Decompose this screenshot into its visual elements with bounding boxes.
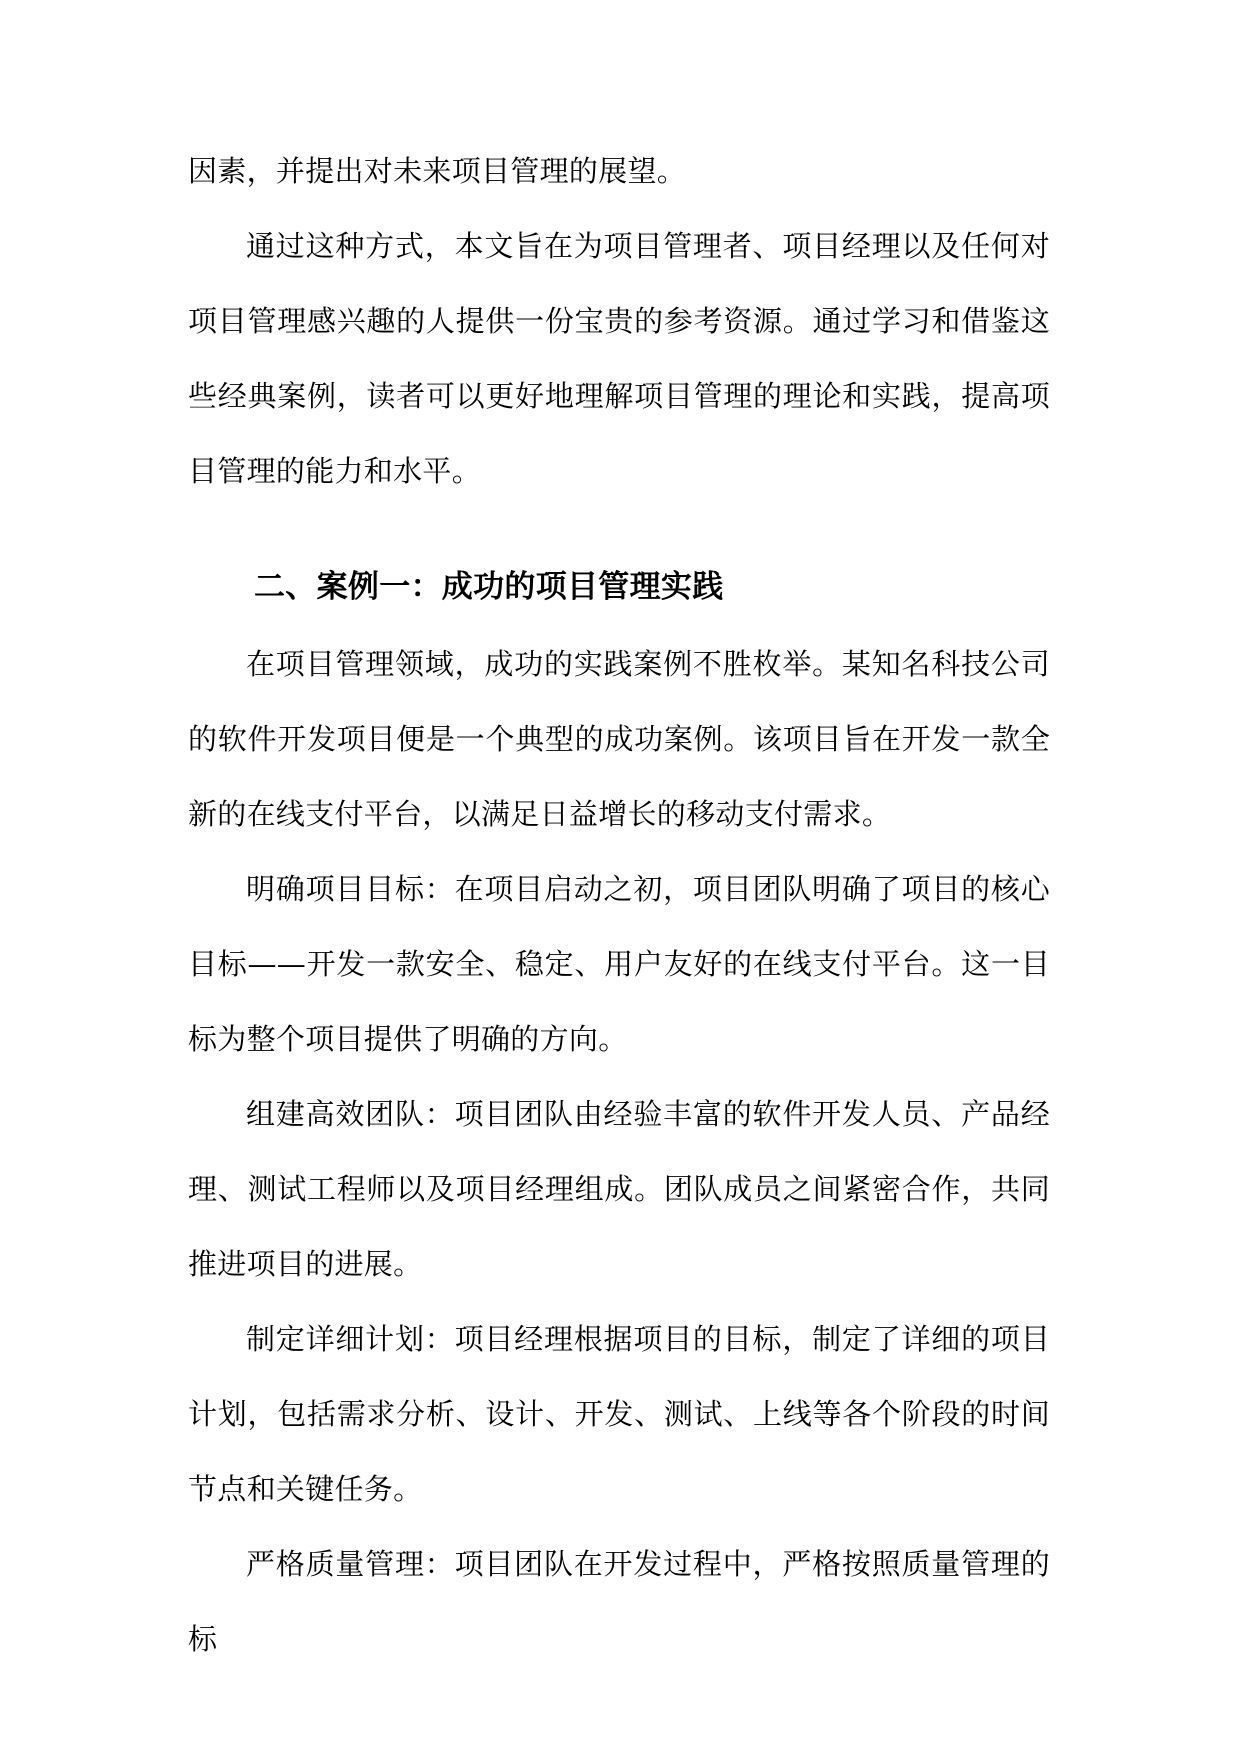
paragraph-continuation: 因素，并提出对未来项目管理的展望。 (188, 154, 687, 188)
document-page (188, 134, 1050, 1677)
paragraph-efficient-team: 组建高效团队：项目团队由经验丰富的软件开发人员、产品经理、测试工程师以及项目经理组成。团队成员之间紧密合作，共同推进项目的进展。 (188, 1097, 1050, 1281)
paragraph-case-intro: 在项目管理领域，成功的实践案例不胜枚举。某知名科技公司的软件开发项目便是一个典型的成功案例。该项目旨在开发一款全新的在线支付平台，以满足日益增长的移动支付需求。 (188, 647, 1050, 831)
section-heading: 二、案例一：成功的项目管理实践 (254, 569, 724, 605)
paragraph-purpose: 通过这种方式，本文旨在为项目管理者、项目经理以及任何对项目管理感兴趣的人提供一份宝贵的参考资源。通过学习和借鉴这些经典案例，读者可以更好地理解项目管理的理论和实践，提高项目管理的能力和水平。 (188, 229, 1050, 488)
paragraph-clear-goals: 明确项目目标：在项目启动之初，项目团队明确了项目的核心目标——开发一款安全、稳定、用户友好的在线支付平台。这一目标为整个项目提供了明确的方向。 (188, 872, 1050, 1056)
paragraph-detailed-plan: 制定详细计划：项目经理根据项目的目标，制定了详细的项目计划，包括需求分析、设计、开发、测试、上线等各个阶段的时间节点和关键任务。 (188, 1322, 1050, 1506)
paragraph-quality-management: 严格质量管理：项目团队在开发过程中，严格按照质量管理的标 (188, 1547, 1050, 1656)
